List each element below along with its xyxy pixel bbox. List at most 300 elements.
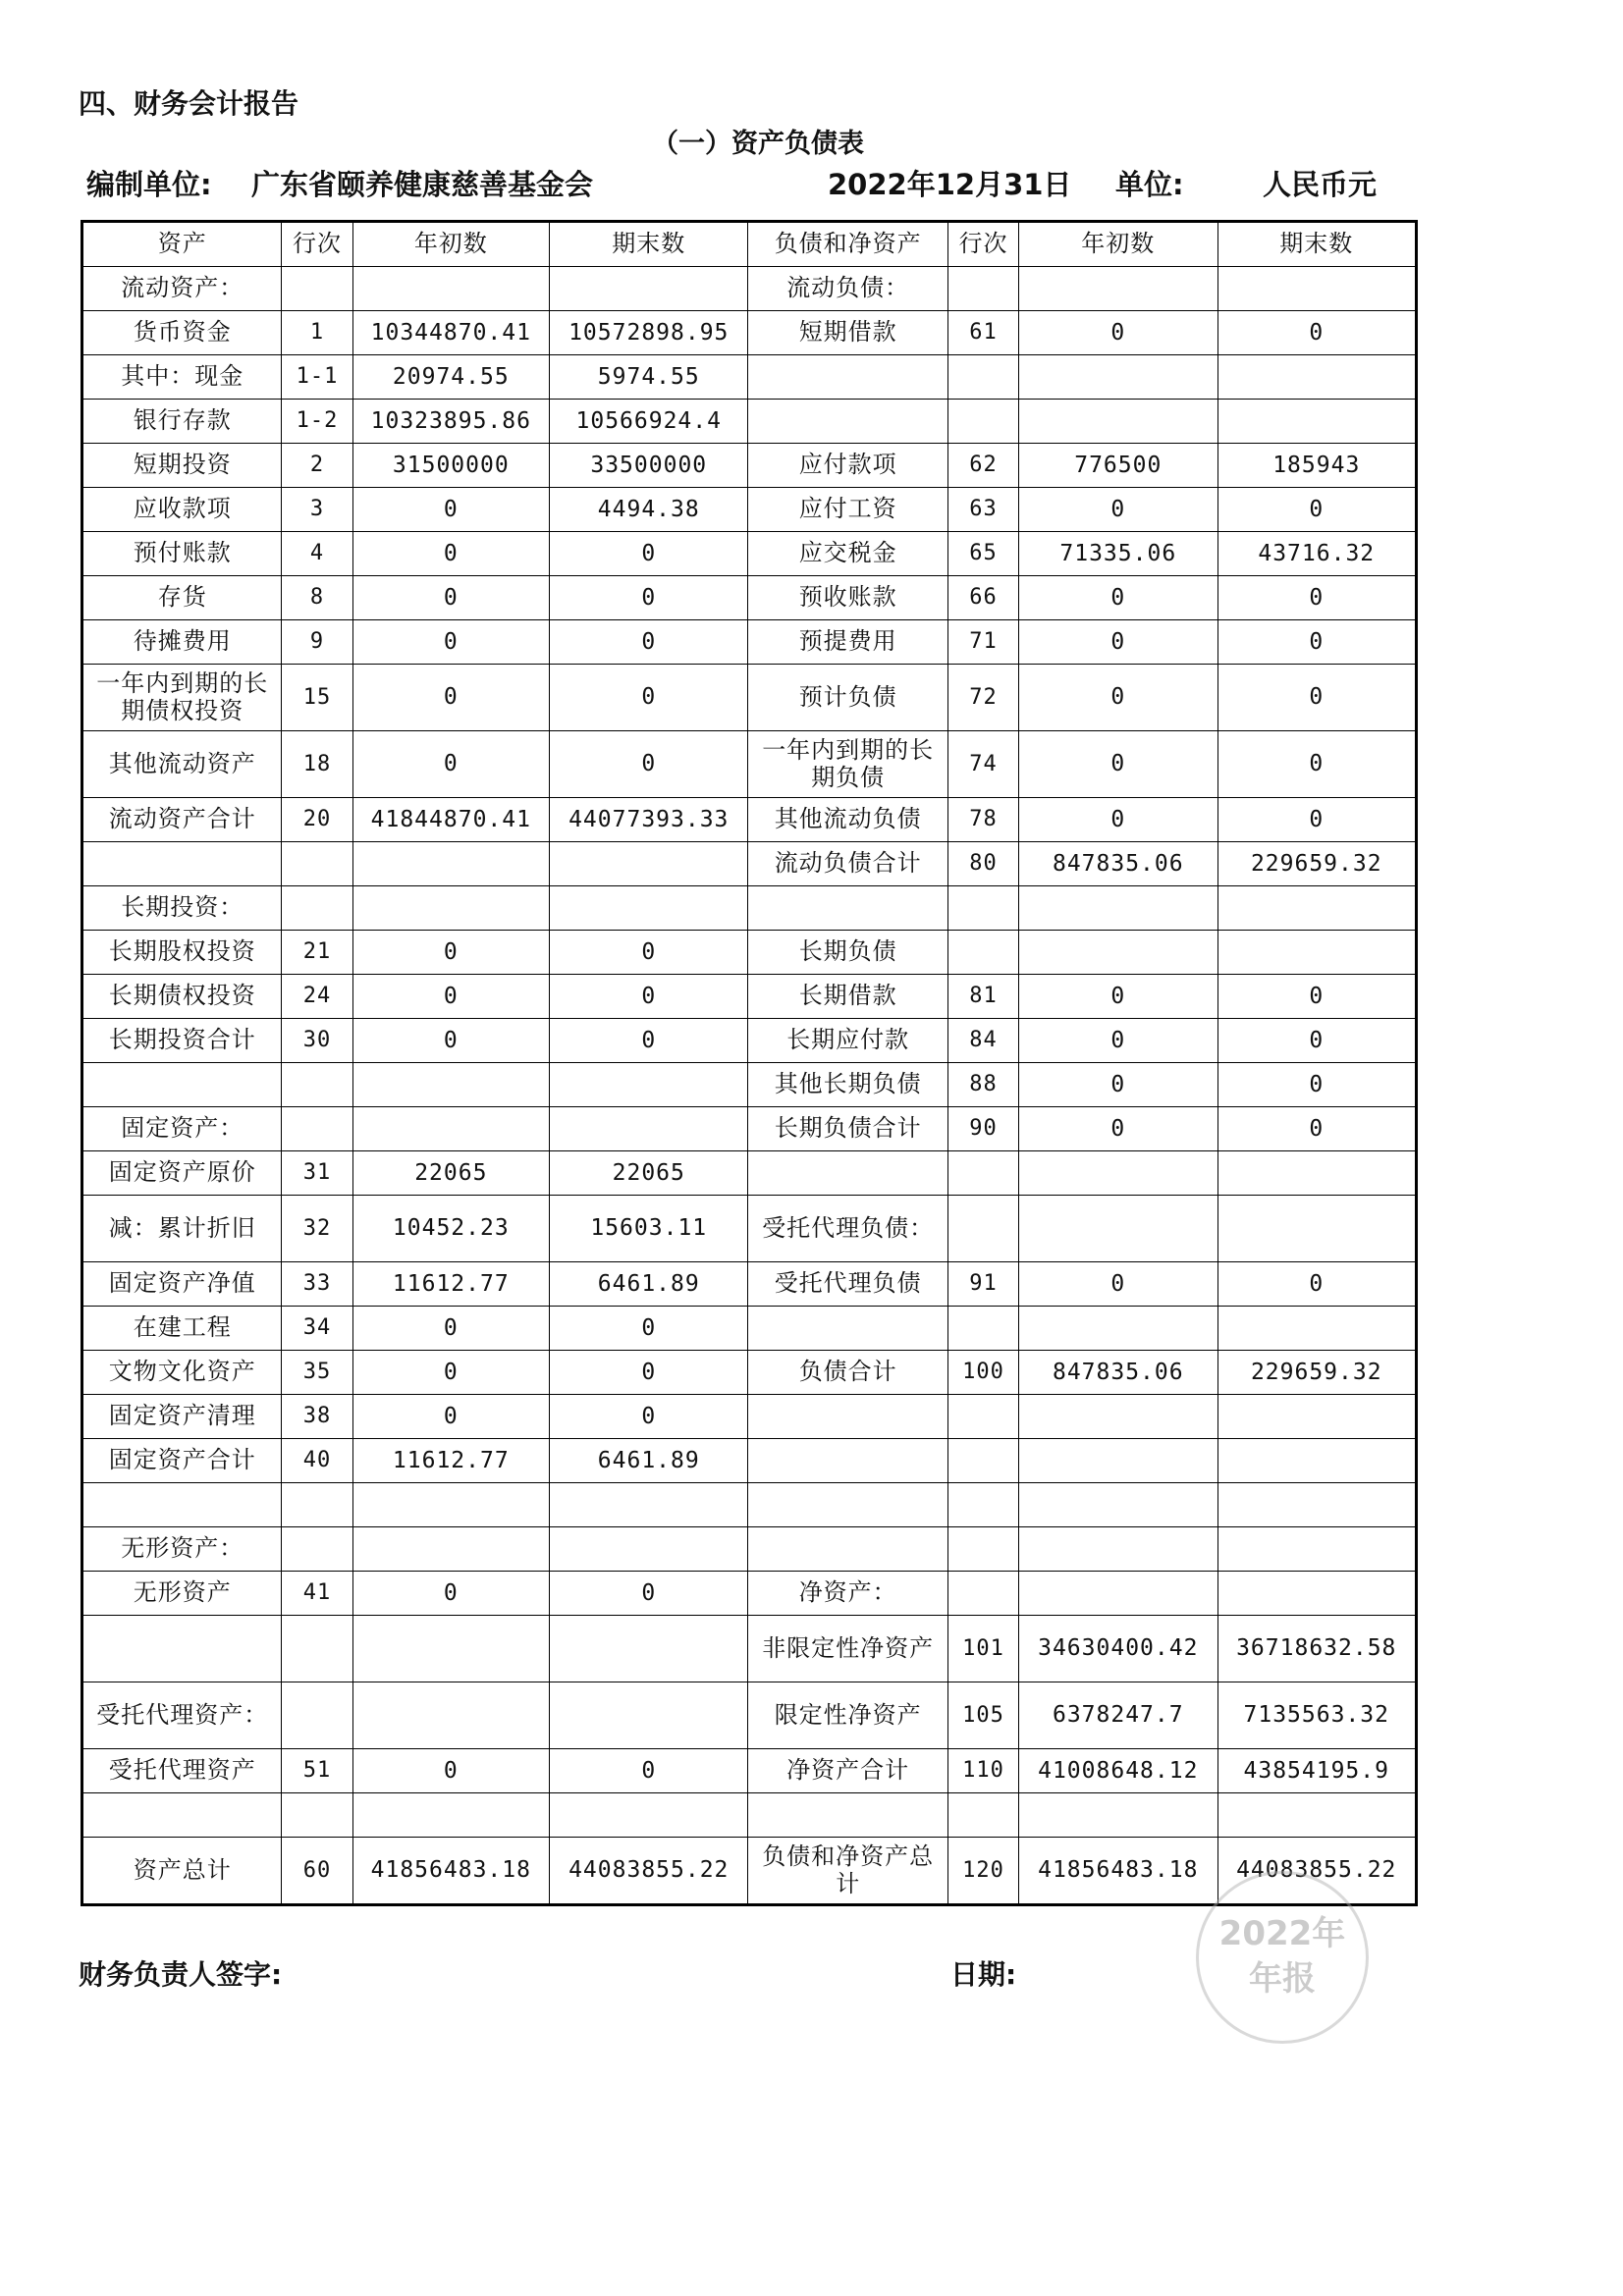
table-cell — [82, 1793, 282, 1838]
table-cell — [282, 1793, 352, 1838]
table-cell: 31 — [282, 1151, 352, 1196]
table-cell: 0 — [1019, 576, 1217, 620]
table-cell: 22065 — [352, 1151, 549, 1196]
table-row — [82, 400, 1417, 444]
table-cell: 1 — [282, 311, 352, 355]
table-cell: 3 — [282, 488, 352, 532]
table-cell — [352, 842, 549, 886]
table-cell: 110 — [947, 1749, 1018, 1793]
table-cell: 101 — [947, 1616, 1018, 1682]
table-cell: 33 — [282, 1262, 352, 1307]
table-cell: 应交税金 — [748, 532, 947, 576]
table-cell — [947, 1307, 1018, 1351]
table-cell: 41844870.41 — [352, 798, 549, 842]
table-cell — [1019, 267, 1217, 311]
table-cell: 其中：现金 — [82, 355, 282, 400]
table-cell: 0 — [1019, 620, 1217, 665]
table-cell: 10572898.95 — [550, 311, 748, 355]
table-cell — [1019, 400, 1217, 444]
table-cell: 银行存款 — [82, 400, 282, 444]
table-cell — [352, 1616, 549, 1682]
reporting-unit-label: 编制单位: — [86, 168, 212, 201]
table-cell: 185943 — [1217, 444, 1417, 488]
table-cell: 41856483.18 — [352, 1838, 549, 1905]
table-cell: 应付款项 — [748, 444, 947, 488]
table-cell: 229659.32 — [1217, 1351, 1417, 1395]
table-cell: 78 — [947, 798, 1018, 842]
table-cell: 负债合计 — [748, 1351, 947, 1395]
table-cell: 0 — [1217, 731, 1417, 798]
table-cell — [1019, 1527, 1217, 1572]
table-cell — [550, 267, 748, 311]
table-cell — [1019, 355, 1217, 400]
table-cell: 105 — [947, 1682, 1018, 1749]
table-cell — [352, 1483, 549, 1527]
table-cell: 文物文化资产 — [82, 1351, 282, 1395]
table-cell: 0 — [352, 931, 549, 975]
table-cell: 其他流动负债 — [748, 798, 947, 842]
table-cell: 91 — [947, 1262, 1018, 1307]
table-cell: 776500 — [1019, 444, 1217, 488]
table-cell: 33500000 — [550, 444, 748, 488]
table-cell — [82, 1063, 282, 1107]
finance-signature-label: 财务负责人签字: — [79, 1958, 283, 1991]
table-cell: 0 — [1217, 1262, 1417, 1307]
table-row — [82, 620, 1417, 665]
table-row — [82, 1262, 1417, 1307]
table-cell: 43716.32 — [1217, 532, 1417, 576]
table-cell: 5974.55 — [550, 355, 748, 400]
table-cell — [947, 1793, 1018, 1838]
table-row — [82, 1439, 1417, 1483]
table-row — [82, 1572, 1417, 1616]
balance-sheet-table — [81, 220, 1418, 1906]
table-row — [82, 886, 1417, 931]
table-row — [82, 842, 1417, 886]
table-cell — [947, 1572, 1018, 1616]
table-cell: 0 — [352, 1019, 549, 1063]
table-cell: 0 — [1019, 1063, 1217, 1107]
table-cell: 10344870.41 — [352, 311, 549, 355]
table-cell: 4494.38 — [550, 488, 748, 532]
table-row — [82, 665, 1417, 731]
table-cell — [1019, 931, 1217, 975]
table-cell: 流动资产： — [82, 267, 282, 311]
table-cell: 43854195.9 — [1217, 1749, 1417, 1793]
table-cell: 0 — [1217, 1107, 1417, 1151]
table-cell: 非限定性净资产 — [748, 1616, 947, 1682]
table-cell — [282, 1483, 352, 1527]
table-cell: 44077393.33 — [550, 798, 748, 842]
table-cell: 一年内到期的长期负债 — [748, 731, 947, 798]
table-cell — [550, 842, 748, 886]
table-cell: 减：累计折旧 — [82, 1196, 282, 1262]
table-cell: 0 — [1217, 665, 1417, 731]
currency-unit-label: 单位: — [1115, 168, 1184, 201]
currency-unit-value: 人民币元 — [1263, 168, 1378, 201]
table-cell — [947, 267, 1018, 311]
table-cell: 6378247.7 — [1019, 1682, 1217, 1749]
table-cell — [947, 400, 1018, 444]
table-cell: 其他长期负债 — [748, 1063, 947, 1107]
table-row — [82, 311, 1417, 355]
table-cell — [550, 1793, 748, 1838]
table-cell: 0 — [550, 665, 748, 731]
table-row — [82, 267, 1417, 311]
section-title: 四、财务会计报告 — [79, 87, 299, 120]
table-cell: 71 — [947, 620, 1018, 665]
table-cell: 长期负债 — [748, 931, 947, 975]
table-cell: 18 — [282, 731, 352, 798]
table-cell: 0 — [550, 1749, 748, 1793]
table-cell — [550, 1107, 748, 1151]
table-cell: 一年内到期的长期债权投资 — [82, 665, 282, 731]
table-cell — [748, 1793, 947, 1838]
table-cell: 0 — [550, 731, 748, 798]
table-cell: 0 — [550, 532, 748, 576]
table-cell — [82, 842, 282, 886]
table-cell — [1019, 1439, 1217, 1483]
column-header: 年初数 — [352, 222, 549, 267]
table-cell: 1-2 — [282, 400, 352, 444]
column-header: 负债和净资产 — [748, 222, 947, 267]
table-cell — [1217, 1527, 1417, 1572]
table-cell — [1217, 1151, 1417, 1196]
table-cell — [282, 842, 352, 886]
table-cell: 长期负债合计 — [748, 1107, 947, 1151]
table-cell — [352, 1682, 549, 1749]
table-cell: 0 — [352, 731, 549, 798]
column-header: 期末数 — [1217, 222, 1417, 267]
table-cell: 41856483.18 — [1019, 1838, 1217, 1905]
table-cell: 51 — [282, 1749, 352, 1793]
watermark-year: 2022年 — [1218, 1914, 1346, 1954]
table-row — [82, 532, 1417, 576]
column-header: 行次 — [282, 222, 352, 267]
table-cell — [1217, 1196, 1417, 1262]
table-cell — [1217, 1483, 1417, 1527]
table-row — [82, 1793, 1417, 1838]
table-cell: 31500000 — [352, 444, 549, 488]
table-cell — [947, 1527, 1018, 1572]
table-cell: 其他流动资产 — [82, 731, 282, 798]
report-header — [86, 163, 1402, 202]
table-title: （一）资产负债表 — [652, 129, 864, 159]
table-cell: 长期应付款 — [748, 1019, 947, 1063]
table-cell — [282, 1616, 352, 1682]
report-date: 2022年12月31日 — [828, 168, 1072, 201]
table-cell — [748, 1395, 947, 1439]
table-cell: 固定资产合计 — [82, 1439, 282, 1483]
table-cell — [82, 1483, 282, 1527]
table-cell — [748, 886, 947, 931]
table-cell: 10323895.86 — [352, 400, 549, 444]
table-cell: 6461.89 — [550, 1439, 748, 1483]
table-cell: 38 — [282, 1395, 352, 1439]
table-cell — [550, 1063, 748, 1107]
table-cell — [947, 1483, 1018, 1527]
table-cell: 0 — [1019, 798, 1217, 842]
table-cell: 0 — [550, 975, 748, 1019]
table-cell: 72 — [947, 665, 1018, 731]
table-cell: 0 — [550, 1019, 748, 1063]
table-cell: 35 — [282, 1351, 352, 1395]
table-cell — [748, 1307, 947, 1351]
reporting-unit-name: 广东省颐养健康慈善基金会 — [251, 168, 594, 201]
column-header: 年初数 — [1019, 222, 1217, 267]
table-cell: 11612.77 — [352, 1439, 549, 1483]
table-cell — [550, 1527, 748, 1572]
table-row — [82, 1527, 1417, 1572]
table-cell: 63 — [947, 488, 1018, 532]
table-cell — [748, 1151, 947, 1196]
table-cell: 预收账款 — [748, 576, 947, 620]
table-cell: 20 — [282, 798, 352, 842]
table-cell: 84 — [947, 1019, 1018, 1063]
table-row — [82, 1063, 1417, 1107]
table-cell — [748, 400, 947, 444]
table-row — [82, 1838, 1417, 1905]
table-cell: 11612.77 — [352, 1262, 549, 1307]
table-cell — [1019, 886, 1217, 931]
table-cell: 0 — [550, 1351, 748, 1395]
table-cell — [282, 1063, 352, 1107]
table-cell: 预付账款 — [82, 532, 282, 576]
table-cell: 15 — [282, 665, 352, 731]
table-cell — [1217, 1572, 1417, 1616]
table-cell: 0 — [1019, 975, 1217, 1019]
table-cell: 受托代理资产 — [82, 1749, 282, 1793]
table-cell — [1217, 355, 1417, 400]
table-row — [82, 1019, 1417, 1063]
table-cell: 44083855.22 — [1217, 1838, 1417, 1905]
table-cell: 0 — [1019, 665, 1217, 731]
table-cell: 34 — [282, 1307, 352, 1351]
table-cell: 0 — [1019, 1019, 1217, 1063]
table-cell — [1019, 1572, 1217, 1616]
table-cell: 0 — [352, 1351, 549, 1395]
table-row — [82, 576, 1417, 620]
table-cell: 预计负债 — [748, 665, 947, 731]
table-cell: 长期股权投资 — [82, 931, 282, 975]
table-cell: 2 — [282, 444, 352, 488]
table-cell: 22065 — [550, 1151, 748, 1196]
table-cell: 36718632.58 — [1217, 1616, 1417, 1682]
table-cell — [748, 1527, 947, 1572]
table-cell: 100 — [947, 1351, 1018, 1395]
table-header-row — [82, 222, 1417, 267]
table-cell: 61 — [947, 311, 1018, 355]
table-cell: 0 — [352, 1307, 549, 1351]
table-cell: 0 — [550, 931, 748, 975]
table-cell — [82, 1616, 282, 1682]
table-cell — [947, 1439, 1018, 1483]
table-cell — [352, 1107, 549, 1151]
table-cell: 9 — [282, 620, 352, 665]
table-cell: 固定资产： — [82, 1107, 282, 1151]
table-cell: 短期借款 — [748, 311, 947, 355]
table-cell: 长期投资合计 — [82, 1019, 282, 1063]
table-cell — [352, 267, 549, 311]
table-cell — [947, 1196, 1018, 1262]
table-cell: 0 — [1217, 1019, 1417, 1063]
table-cell — [1019, 1151, 1217, 1196]
table-cell: 长期投资： — [82, 886, 282, 931]
table-cell: 固定资产净值 — [82, 1262, 282, 1307]
table-cell: 24 — [282, 975, 352, 1019]
table-cell: 60 — [282, 1838, 352, 1905]
table-cell: 0 — [1217, 798, 1417, 842]
table-cell: 0 — [352, 488, 549, 532]
table-cell — [1019, 1196, 1217, 1262]
table-row — [82, 1483, 1417, 1527]
table-cell: 6461.89 — [550, 1262, 748, 1307]
table-row — [82, 1151, 1417, 1196]
table-row — [82, 488, 1417, 532]
table-cell: 0 — [550, 620, 748, 665]
signature-date-label: 日期: — [950, 1958, 1017, 1991]
table-row — [82, 1196, 1417, 1262]
table-cell: 71335.06 — [1019, 532, 1217, 576]
table-cell: 净资产： — [748, 1572, 947, 1616]
table-cell: 88 — [947, 1063, 1018, 1107]
table-cell — [550, 1682, 748, 1749]
table-cell: 0 — [1217, 620, 1417, 665]
table-cell: 应付工资 — [748, 488, 947, 532]
table-cell: 0 — [352, 975, 549, 1019]
table-cell: 4 — [282, 532, 352, 576]
table-cell: 44083855.22 — [550, 1838, 748, 1905]
table-row — [82, 444, 1417, 488]
table-cell: 0 — [352, 620, 549, 665]
table-cell — [748, 1439, 947, 1483]
table-cell: 80 — [947, 842, 1018, 886]
table-cell: 21 — [282, 931, 352, 975]
table-cell — [947, 931, 1018, 975]
table-row — [82, 1616, 1417, 1682]
table-cell: 受托代理资产： — [82, 1682, 282, 1749]
table-cell: 229659.32 — [1217, 842, 1417, 886]
table-cell: 存货 — [82, 576, 282, 620]
table-cell — [352, 1527, 549, 1572]
table-cell: 15603.11 — [550, 1196, 748, 1262]
table-cell — [1019, 1307, 1217, 1351]
table-cell: 74 — [947, 731, 1018, 798]
table-cell: 0 — [352, 576, 549, 620]
table-cell — [947, 886, 1018, 931]
table-row — [82, 798, 1417, 842]
table-row — [82, 731, 1417, 798]
table-cell — [1217, 1439, 1417, 1483]
table-row — [82, 1107, 1417, 1151]
table-cell: 66 — [947, 576, 1018, 620]
table-cell: 短期投资 — [82, 444, 282, 488]
table-cell — [282, 1107, 352, 1151]
column-header: 资产 — [82, 222, 282, 267]
table-cell: 0 — [1019, 731, 1217, 798]
table-cell — [947, 1151, 1018, 1196]
table-cell: 受托代理负债 — [748, 1262, 947, 1307]
table-cell: 固定资产原价 — [82, 1151, 282, 1196]
table-cell: 120 — [947, 1838, 1018, 1905]
table-row — [82, 1749, 1417, 1793]
table-cell: 0 — [1217, 975, 1417, 1019]
table-cell: 长期借款 — [748, 975, 947, 1019]
table-cell: 预提费用 — [748, 620, 947, 665]
table-cell: 40 — [282, 1439, 352, 1483]
table-cell — [1019, 1395, 1217, 1439]
column-header: 行次 — [947, 222, 1018, 267]
table-cell: 无形资产： — [82, 1527, 282, 1572]
table-cell: 32 — [282, 1196, 352, 1262]
table-cell: 0 — [352, 532, 549, 576]
table-cell: 固定资产清理 — [82, 1395, 282, 1439]
table-row — [82, 931, 1417, 975]
table-cell: 0 — [352, 1749, 549, 1793]
watermark-text: 年报 — [1249, 1959, 1316, 1999]
table-cell: 0 — [1217, 488, 1417, 532]
table-cell: 41 — [282, 1572, 352, 1616]
table-cell: 7135563.32 — [1217, 1682, 1417, 1749]
table-cell: 30 — [282, 1019, 352, 1063]
table-cell — [947, 355, 1018, 400]
table-cell — [282, 267, 352, 311]
table-cell: 0 — [352, 1572, 549, 1616]
table-cell — [282, 886, 352, 931]
table-cell: 41008648.12 — [1019, 1749, 1217, 1793]
table-cell: 净资产合计 — [748, 1749, 947, 1793]
table-cell: 1-1 — [282, 355, 352, 400]
table-cell: 0 — [550, 1307, 748, 1351]
table-cell: 流动资产合计 — [82, 798, 282, 842]
table-cell — [1217, 886, 1417, 931]
table-cell — [1217, 400, 1417, 444]
table-cell: 0 — [352, 1395, 549, 1439]
table-cell — [748, 1483, 947, 1527]
table-cell: 流动负债： — [748, 267, 947, 311]
table-cell — [550, 886, 748, 931]
table-cell: 受托代理负债： — [748, 1196, 947, 1262]
table-cell — [352, 1063, 549, 1107]
table-cell — [282, 1527, 352, 1572]
table-cell: 8 — [282, 576, 352, 620]
table-cell: 0 — [1019, 1262, 1217, 1307]
table-cell: 34630400.42 — [1019, 1616, 1217, 1682]
table-cell: 限定性净资产 — [748, 1682, 947, 1749]
table-row — [82, 1351, 1417, 1395]
table-row — [82, 355, 1417, 400]
table-cell: 81 — [947, 975, 1018, 1019]
table-cell: 0 — [352, 665, 549, 731]
table-cell: 0 — [1217, 1063, 1417, 1107]
table-cell — [1217, 1307, 1417, 1351]
table-cell — [1217, 267, 1417, 311]
table-cell — [1217, 1395, 1417, 1439]
table-row — [82, 975, 1417, 1019]
table-cell: 0 — [550, 1572, 748, 1616]
table-row — [82, 1682, 1417, 1749]
table-cell: 无形资产 — [82, 1572, 282, 1616]
table-cell: 62 — [947, 444, 1018, 488]
table-cell: 货币资金 — [82, 311, 282, 355]
table-cell: 0 — [1019, 488, 1217, 532]
table-cell: 应收款项 — [82, 488, 282, 532]
column-header: 期末数 — [550, 222, 748, 267]
table-cell: 0 — [1019, 311, 1217, 355]
table-cell: 65 — [947, 532, 1018, 576]
table-cell: 90 — [947, 1107, 1018, 1151]
table-cell — [550, 1483, 748, 1527]
